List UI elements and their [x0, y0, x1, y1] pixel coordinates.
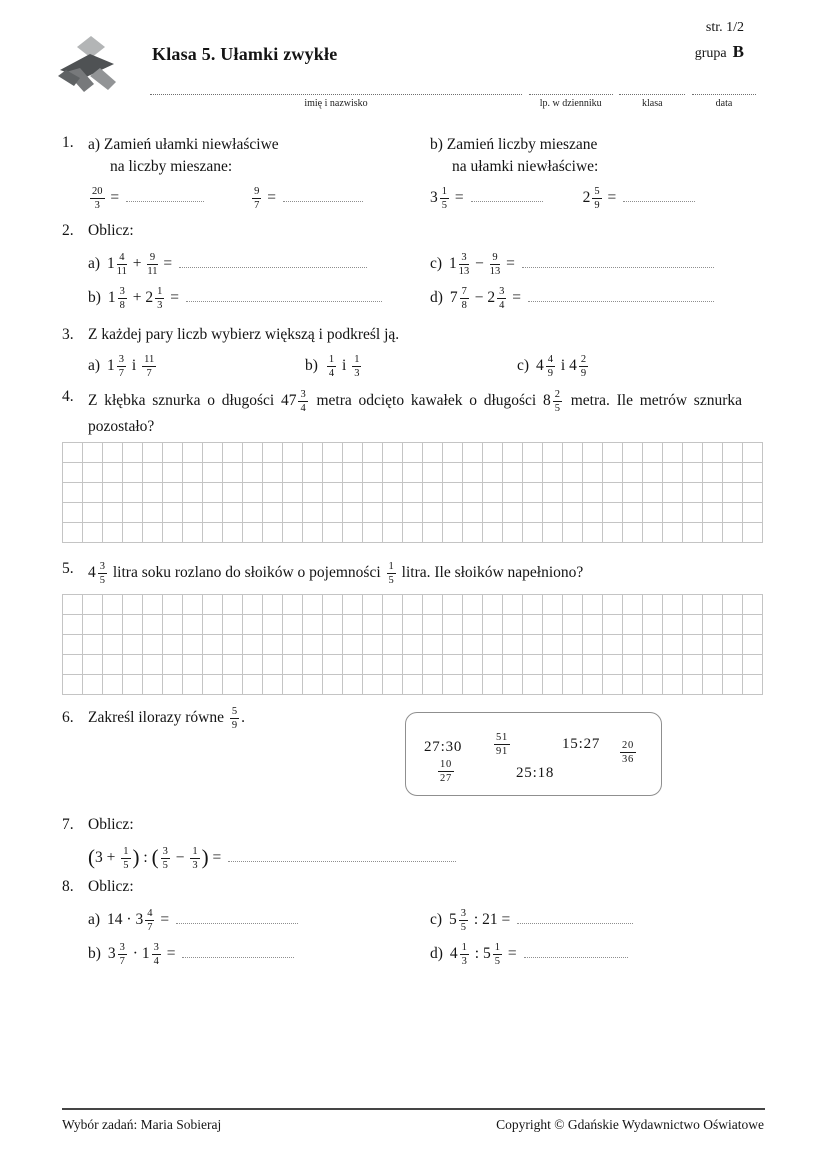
group-letter: B [732, 42, 744, 62]
field-label: lp. w dzienniku [539, 98, 602, 109]
question-8 [62, 878, 766, 972]
header-fields [150, 84, 756, 109]
option-ratio: 15:27 [562, 736, 601, 752]
question-title: Zakreśl ilorazy równe $\frac{5}{9}$ . [88, 706, 245, 732]
answer-line [623, 190, 695, 202]
question-1 [62, 134, 766, 228]
math-expression: $\frac{1}{4}$ i $\frac{1}{3}$ [328, 354, 360, 380]
question-text: Z kłębka sznurka o długości 47 $\frac{3}{4}$ metra odcięto kawałek o długości 8 $\frac{2}{5}$ metra. Ile metrów sznurka pozostało? [88, 388, 742, 435]
q8-item-c [430, 908, 633, 933]
dotted-entry-line [529, 84, 613, 95]
q1-part-a [88, 134, 363, 218]
math-expression: 3 $\frac{3}{7}$ · 1 $\frac{3}{4}$ = [107, 942, 176, 968]
option-ratio: 27:30 [424, 739, 463, 755]
math-expression: 4 $\frac{1}{3}$ : 5 $\frac{1}{5}$ = [449, 942, 517, 968]
q3-item-b [305, 354, 363, 379]
answer-line [283, 190, 363, 202]
q2-item-d [430, 286, 714, 311]
footer-credit-left: Wybór zadań: Maria Sobieraj [62, 1117, 222, 1132]
dotted-entry-line [692, 84, 756, 95]
option-fraction: $\frac{51}{91}$ [496, 732, 509, 758]
q1-part-b [430, 134, 695, 218]
math-expression: $\frac{20}{3}$ = [92, 186, 120, 212]
question-5 [62, 560, 766, 586]
item-label: a) [88, 255, 101, 273]
q8-item-a [88, 908, 298, 933]
question-number: 8. [62, 878, 74, 895]
dotted-entry-line [619, 84, 685, 95]
options-box [405, 712, 662, 796]
group-badge [695, 43, 744, 62]
answer-line [126, 190, 204, 202]
question-number: 2. [62, 222, 74, 239]
q8-item-b [88, 942, 294, 967]
field-label: klasa [642, 98, 663, 109]
q7-item [88, 846, 456, 871]
math-expression: $\frac{9}{7}$ = [254, 186, 276, 212]
answer-line [228, 850, 456, 862]
question-title: Oblicz: [88, 816, 134, 833]
question-2 [62, 222, 766, 316]
math-expression: (3 + $\frac{1}{5}$ ) : ( $\frac{3}{5}$ − $\frac{1}{3}$ ) = [88, 845, 222, 872]
math-expression: 1 $\frac{3}{13}$ − $\frac{9}{13}$ = [449, 252, 515, 278]
math-expression: 7 $\frac{7}{8}$ − 2 $\frac{3}{4}$ = [449, 286, 522, 312]
answer-line [182, 946, 294, 958]
field-label: imię i nazwisko [304, 98, 368, 109]
page-meta [695, 20, 744, 62]
question-title: Oblicz: [88, 222, 134, 239]
math-expression: 1 $\frac{3}{7}$ i $\frac{11}{7}$ [107, 354, 155, 380]
item-label: a) [88, 911, 101, 929]
math-expression: 5 $\frac{3}{5}$ : 21 = [449, 908, 511, 934]
footer-rule [62, 1108, 765, 1110]
working-grid-q4 [62, 442, 763, 543]
option-ratio: 25:18 [516, 765, 555, 781]
answer-line [522, 256, 714, 268]
q8-item-d [430, 942, 628, 967]
header-field-date [692, 84, 756, 109]
answer-line [186, 290, 382, 302]
q1b-item-2 [583, 186, 696, 211]
math-expression: 2 $\frac{5}{9}$ = [582, 186, 617, 212]
item-label: b) [88, 945, 101, 963]
q2-item-b [88, 286, 382, 311]
q1a-line2: na liczby mieszane: [110, 158, 233, 175]
option-fraction: $\frac{20}{36}$ [622, 740, 635, 766]
question-number: 6. [62, 709, 74, 727]
item-label: b) [305, 357, 318, 375]
option-fraction: $\frac{10}{27}$ [440, 759, 453, 785]
item-label: c) [430, 911, 443, 929]
q1b-item-1 [430, 186, 543, 211]
answer-line [176, 912, 298, 924]
working-grid-q5 [62, 594, 763, 695]
header-field-class [619, 84, 685, 109]
page-number: str. 1/2 [705, 20, 744, 35]
question-4 [62, 388, 766, 440]
dotted-entry-line [150, 84, 522, 95]
answer-line [179, 256, 367, 268]
field-label: data [715, 98, 733, 109]
q3-item-a [88, 354, 158, 379]
header-field-journal-number [529, 84, 613, 109]
question-number: 5. [62, 560, 74, 577]
question-title: Oblicz: [88, 878, 134, 895]
question-text: 4 $\frac{3}{5}$ litra soku rozlano do słoików o pojemności $\frac{1}{5}$ litra. Ile słoików napełniono? [88, 560, 584, 586]
q1a-item-2 [250, 186, 363, 211]
q1a-line1: a) Zamień ułamki niewłaściwe [88, 136, 279, 153]
question-number: 7. [62, 816, 74, 833]
answer-line [524, 946, 628, 958]
footer-credit-right: Copyright © Gdańskie Wydawnictwo Oświatowe [496, 1117, 764, 1132]
question-7 [62, 816, 766, 876]
math-expression: 4 $\frac{4}{9}$ i 4 $\frac{2}{9}$ [536, 354, 587, 380]
q1b-line2: na ułamki niewłaściwe: [452, 158, 599, 175]
question-title: Z każdej pary liczb wybierz większą i podkreśl ją. [88, 326, 400, 343]
q1b-line1: b) Zamień liczby mieszane [430, 136, 598, 153]
math-expression: 1 $\frac{3}{8}$ + 2 $\frac{1}{3}$ = [107, 286, 180, 312]
math-expression: 1 $\frac{4}{11}$ + $\frac{9}{11}$ = [107, 252, 173, 278]
math-expression: 14 · 3 $\frac{4}{7}$ = [107, 908, 170, 934]
item-label: c) [517, 357, 530, 375]
answer-line [528, 290, 714, 302]
group-label: grupa [694, 46, 727, 62]
q2-item-c [430, 252, 714, 277]
item-label: b) [88, 289, 101, 307]
question-number: 4. [62, 388, 74, 405]
worksheet-title: Klasa 5. Ułamki zwykłe [152, 44, 338, 64]
question-number: 3. [62, 326, 74, 343]
math-expression: 3 $\frac{1}{5}$ = [430, 186, 464, 212]
question-3 [62, 326, 766, 382]
q2-item-a [88, 252, 367, 277]
q1a-item-1 [88, 186, 204, 211]
answer-line [517, 912, 633, 924]
gwo-runner-logo-icon [54, 36, 120, 94]
item-label: d) [430, 289, 443, 307]
item-label: d) [430, 945, 443, 963]
answer-line [471, 190, 543, 202]
question-number: 1. [62, 134, 74, 151]
q3-item-c [517, 354, 590, 379]
item-label: c) [430, 255, 443, 273]
item-label: a) [88, 357, 101, 375]
header-field-name [150, 84, 522, 109]
